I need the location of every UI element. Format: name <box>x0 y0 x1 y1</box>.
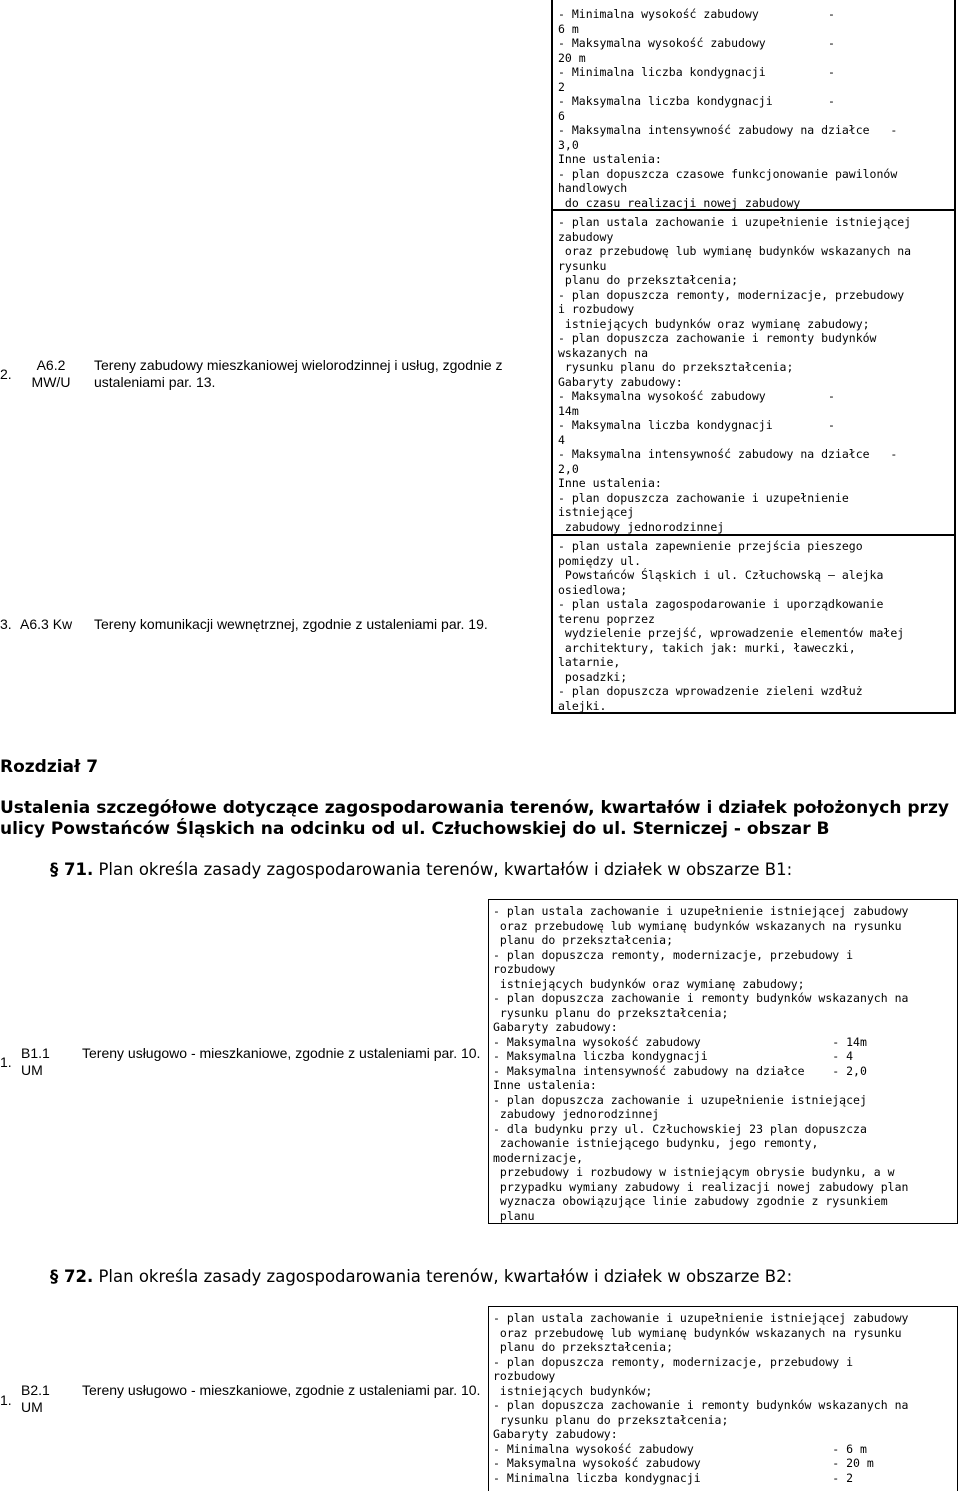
rules-line: rozbudowy <box>493 1369 556 1383</box>
rules-line: do czasu realizacji nowej zabudowy <box>558 195 801 210</box>
rules-line: - plan dopuszcza zachowanie i remonty budynków <box>558 331 877 345</box>
rules-text <box>558 215 911 534</box>
rules-line: wyznacza obowiązujące linie zabudowy zgodnie z rysunkiem <box>493 1194 888 1208</box>
rules-line: - plan dopuszcza remonty, modernizacje, przebudowy <box>558 287 905 302</box>
rules-line: osiedlowa; <box>558 582 628 597</box>
rules-line: 2,0 <box>558 461 579 476</box>
rules-line: zabudowy jednorodzinnej <box>558 519 725 534</box>
zone-description: Tereny usługowo - mieszkaniowe, zgodnie z ustaleniami par. 10. <box>82 1045 481 1061</box>
rules-line: istniejących budynków oraz wymianę zabudowy; <box>558 316 870 331</box>
rules-line: - plan ustala zachowanie i uzupełnienie istniejącej zabudowy <box>493 1311 909 1325</box>
rules-line: - plan ustala zapewnienie przejścia pieszego <box>558 539 863 553</box>
rules-line: Gabaryty zabudowy: <box>493 1427 618 1441</box>
rules-line: - Maksymalna wysokość zabudowy - <box>558 36 835 50</box>
rules-line: posadzki; <box>558 669 628 684</box>
section-71-paragraph <box>50 860 792 880</box>
row-number: 3. <box>0 616 12 632</box>
rules-line: 6 m <box>558 21 579 36</box>
rules-line: Inne ustalenia: <box>558 476 662 490</box>
rules-line: latarnie, <box>558 655 621 669</box>
rules-line: 6 <box>558 108 565 123</box>
row-number: 2. <box>0 366 12 382</box>
rules-line: - Maksymalna wysokość zabudowy - 20 m <box>493 1456 874 1470</box>
rules-line: - plan dopuszcza zachowanie i uzupełnienie <box>558 490 849 505</box>
rules-line: - Maksymalna liczba kondygnacji - <box>558 94 835 108</box>
rules-line: - plan dopuszcza wprowadzenie zieleni wzdłuż <box>558 684 863 698</box>
rules-line: - Minimalna liczba kondygnacji - <box>558 65 835 79</box>
rules-line: Powstańców Śląskich i ul. Człuchowską – alejka <box>558 568 884 582</box>
rules-line: Inne ustalenia: <box>558 152 662 166</box>
rules-line: handlowych <box>558 181 628 195</box>
rules-text <box>493 1311 908 1485</box>
rules-line: zachowanie istniejącego budynku, jego remonty, <box>493 1136 819 1150</box>
rules-line: istniejących budynków; <box>493 1383 653 1398</box>
rules-line: - Minimalna wysokość zabudowy - 6 m <box>493 1441 867 1456</box>
rules-line: wskazanych na <box>558 345 649 360</box>
rules-line: zabudowy jednorodzinnej <box>493 1107 660 1121</box>
rules-box-b1-1 <box>488 899 958 1224</box>
rules-line: - plan dopuszcza zachowanie i remonty budynków wskazanych na <box>493 1398 909 1412</box>
rules-line: - plan ustala zachowanie i uzupełnienie istniejącej zabudowy <box>493 904 909 918</box>
rules-line: planu do przekształcenia; <box>493 1340 674 1354</box>
rules-line: - Minimalna liczba kondygnacji - 2 <box>493 1470 854 1485</box>
rules-line: rysunku planu do przekształcenia; <box>558 360 794 374</box>
zone-description: Tereny komunikacji wewnętrznej, zgodnie z ustaleniami par. 19. <box>94 616 488 632</box>
rules-line: 20 m <box>558 50 586 65</box>
rules-line: architektury, takich jak: murki, ławeczki, <box>558 640 856 655</box>
rules-line: 2 <box>558 79 565 94</box>
rules-line: 14m <box>558 403 579 418</box>
rules-line: - plan dopuszcza zachowanie i remonty budynków wskazanych na <box>493 991 909 1005</box>
rules-line: - Maksymalna liczba kondygnacji - <box>558 418 835 432</box>
rules-text <box>493 904 908 1223</box>
zone-code: B2.1 UM <box>21 1382 50 1415</box>
zone-code: A6.2 MW/U <box>31 357 71 390</box>
rules-line: - plan ustala zachowanie i uzupełnienie istniejącej <box>558 215 912 229</box>
rules-line: rysunku planu do przekształcenia; <box>493 1412 729 1427</box>
rules-line: oraz przebudowę lub wymianę budynków wskazanych na rysunku <box>493 918 902 933</box>
rules-box-a6-1-cont <box>551 0 956 211</box>
rules-line: - Maksymalna wysokość zabudowy - 14m <box>493 1034 867 1049</box>
rules-line: - Maksymalna intensywność zabudowy na działce - <box>558 123 898 137</box>
zone-description: Tereny usługowo - mieszkaniowe, zgodnie z ustaleniami par. 10. <box>82 1382 481 1398</box>
rules-box-a6-3 <box>551 534 956 714</box>
rules-line: istniejącej <box>558 505 635 519</box>
rules-line: modernizacje, <box>493 1150 584 1165</box>
rules-line: - dla budynku przy ul. Człuchowskiej 23 plan dopuszcza <box>493 1121 867 1136</box>
section-text: Plan określa zasady zagospodarowania terenów, kwartałów i działek w obszarze B2: <box>93 1267 793 1286</box>
rules-line: rysunku <box>558 258 607 273</box>
rules-line: - plan dopuszcza zachowanie i uzupełnienie istniejącej <box>493 1092 867 1107</box>
rules-line: 4 <box>558 432 565 447</box>
rules-line: - plan dopuszcza remonty, modernizacje, przebudowy i <box>493 947 854 962</box>
rules-line: - Maksymalna intensywność zabudowy na działce - <box>558 447 898 461</box>
rules-line: Gabaryty zabudowy: <box>558 374 683 389</box>
row-number: 1. <box>0 1054 12 1070</box>
rules-line: Gabaryty zabudowy: <box>493 1020 618 1034</box>
rules-box-b2-1 <box>488 1306 958 1491</box>
rules-line: 3,0 <box>558 137 579 152</box>
rules-line: rozbudowy <box>493 962 556 976</box>
section-mark: § 71. <box>50 860 94 879</box>
rules-line: i rozbudowy <box>558 302 635 316</box>
rules-line: planu do przekształcenia; <box>558 273 739 287</box>
rules-line: terenu poprzez <box>558 611 655 626</box>
zone-description: Tereny zabudowy mieszkaniowej wielorodzinnej i usług, zgodnie z ustaleniami par. 13. <box>94 357 503 390</box>
rules-line: planu <box>493 1208 535 1223</box>
rules-line: - Maksymalna intensywność zabudowy na działce - 2,0 <box>493 1063 867 1078</box>
rules-line: - Maksymalna wysokość zabudowy - <box>558 389 835 403</box>
rules-line: oraz przebudowę lub wymianę budynków wskazanych na <box>558 244 912 258</box>
rules-line: istniejących budynków oraz wymianę zabudowy; <box>493 976 805 991</box>
rules-line: - Maksymalna liczba kondygnacji - 4 <box>493 1049 854 1063</box>
rules-line: alejki. <box>558 698 607 713</box>
section-mark: § 72. <box>50 1267 94 1286</box>
chapter-subtitle-line: ulicy Powstańców Śląskich na odcinku od ul. Człuchowskiej do ul. Sterniczej - obszar B <box>0 819 830 839</box>
rules-line: pomiędzy ul. <box>558 553 642 568</box>
row-number: 1. <box>0 1392 12 1408</box>
rules-line: - Minimalna wysokość zabudowy - <box>558 7 835 21</box>
rules-line: wydzielenie przejść, wprowadzenie elementów małej <box>558 626 905 640</box>
section-72-paragraph <box>50 1267 792 1287</box>
rules-line: zabudowy <box>558 229 614 244</box>
rules-line: - plan dopuszcza remonty, modernizacje, przebudowy i <box>493 1354 854 1369</box>
chapter-title: Rozdział 7 <box>0 757 99 777</box>
rules-line: przypadku wymiany zabudowy i realizacji nowej zabudowy plan <box>493 1179 909 1194</box>
rules-line: oraz przebudowę lub wymianę budynków wskazanych na rysunku <box>493 1325 902 1340</box>
zone-code: A6.3 Kw <box>20 616 73 632</box>
rules-box-a6-2 <box>551 209 956 536</box>
rules-line: Inne ustalenia: <box>493 1078 597 1092</box>
chapter-subtitle-line: Ustalenia szczegółowe dotyczące zagospodarowania terenów, kwartałów i działek położonych przy <box>0 798 949 818</box>
rules-line: przebudowy i rozbudowy w istniejącym obrysie budynku, a w <box>493 1165 895 1179</box>
rules-text <box>558 7 897 210</box>
section-text: Plan określa zasady zagospodarowania terenów, kwartałów i działek w obszarze B1: <box>93 860 793 879</box>
rules-line: - plan dopuszcza czasowe funkcjonowanie pawilonów <box>558 166 898 181</box>
rules-line: - plan ustala zagospodarowanie i uporządkowanie <box>558 597 884 611</box>
rules-line: rysunku planu do przekształcenia; <box>493 1005 729 1020</box>
rules-text <box>558 539 904 713</box>
zone-code: B1.1 UM <box>21 1045 50 1078</box>
chapter-subtitle <box>0 798 960 840</box>
rules-line: planu do przekształcenia; <box>493 933 674 947</box>
